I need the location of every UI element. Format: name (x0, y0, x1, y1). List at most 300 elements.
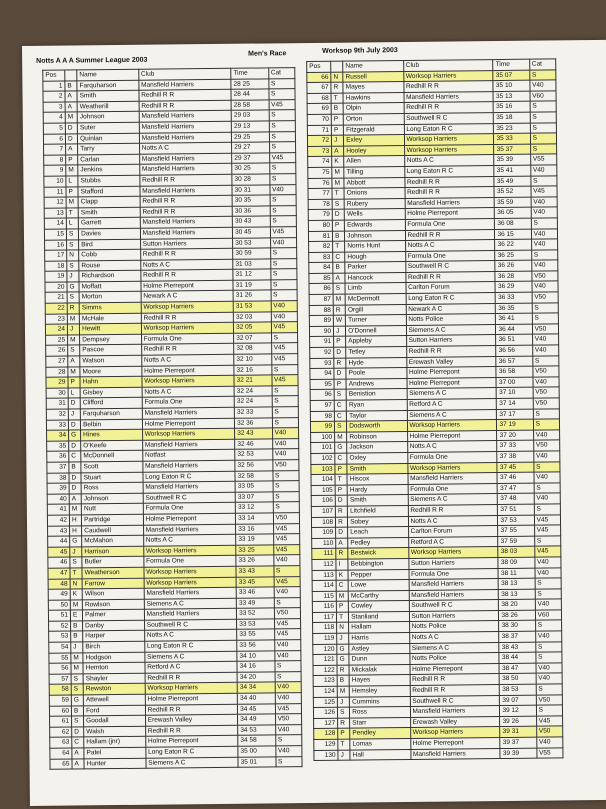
name-cell: Dunn (349, 654, 409, 665)
time-cell: 30 45 (233, 227, 271, 238)
club-cell: Holme Pierrepont (141, 280, 234, 292)
name-cell: Leach (348, 527, 408, 538)
name-cell: Johnson (81, 493, 143, 504)
club-cell: Sutton Harriers (406, 335, 496, 347)
name-cell: Butler (82, 557, 144, 568)
time-cell: 33 56 (237, 640, 275, 651)
category-cell: S (535, 578, 561, 589)
club-cell: Redhill R R (403, 81, 493, 93)
time-cell: 31 03 (233, 259, 271, 270)
category-cell: V45 (273, 523, 300, 534)
position-cell: 52 (49, 621, 71, 632)
category-cell: V45 (270, 227, 297, 238)
initial-cell: M (67, 314, 79, 325)
position-cell: 69 (307, 104, 331, 115)
club-cell: Mansfield Harriers (408, 473, 498, 485)
initial-cell: R (338, 718, 350, 729)
club-cell: Redhill R R (140, 206, 233, 218)
initial-cell: J (70, 547, 82, 558)
position-cell: 25 (46, 335, 68, 346)
position-cell: 82 (309, 241, 333, 252)
category-cell: S (269, 131, 296, 142)
name-cell: Davies (79, 228, 141, 239)
club-cell: Notts A C (405, 240, 495, 252)
time-cell: 29 25 (232, 131, 270, 142)
position-cell: 120 (313, 644, 337, 655)
name-cell: Limb (345, 283, 405, 294)
initial-cell: S (67, 239, 79, 250)
name-cell: Stubbs (78, 175, 140, 186)
initial-cell: T (332, 188, 344, 199)
position-cell: 16 (45, 240, 67, 251)
position-cell: 107 (311, 506, 335, 517)
initial-cell: M (66, 197, 78, 208)
position-cell: 87 (309, 294, 333, 305)
initial-cell: M (70, 600, 82, 611)
name-cell: Rouse (79, 260, 141, 271)
initial-cell: B (71, 631, 83, 642)
time-cell: 33 53 (237, 619, 275, 630)
name-cell: Dodsworth (347, 421, 407, 432)
club-cell: Erewash Valley (145, 714, 238, 726)
category-cell: V40 (531, 207, 557, 218)
category-cell: V50 (272, 460, 299, 471)
time-cell: 35 41 (494, 165, 530, 176)
category-cell: V50 (532, 292, 558, 303)
name-cell: Hodgson (83, 652, 145, 663)
name-cell: Smith (347, 495, 407, 506)
club-cell: Mansfield Harriers (143, 481, 236, 493)
category-cell: V55 (537, 747, 563, 758)
time-cell: 28 58 (231, 100, 269, 111)
club-cell: Mansfield Harriers (405, 197, 495, 209)
time-cell: 34 34 (237, 682, 275, 693)
category-cell: V40 (270, 237, 297, 248)
club-cell: Long Eaton R C (404, 123, 494, 135)
club-cell: Worksop Harriers (144, 566, 237, 578)
time-cell: 30 43 (232, 216, 270, 227)
initial-cell: G (69, 430, 81, 441)
position-cell: 38 (47, 473, 69, 484)
initial-cell: K (332, 156, 344, 167)
time-cell: 32 46 (235, 439, 273, 450)
header-name: Name (77, 69, 139, 80)
initial-cell: L (66, 218, 78, 229)
initial-cell: S (68, 345, 80, 356)
position-cell: 45 (48, 547, 70, 558)
time-cell: 37 20 (497, 430, 533, 441)
club-cell: Formula One (141, 333, 234, 345)
initial-cell: H (69, 515, 81, 526)
time-cell: 38 09 (498, 557, 534, 568)
time-cell: 36 29 (495, 282, 531, 293)
position-cell: 32 (46, 409, 68, 420)
name-cell: O'Keefe (81, 440, 143, 451)
club-cell: Notts Police (409, 621, 499, 633)
category-cell: S (274, 597, 301, 608)
time-cell: 39 07 (500, 695, 536, 706)
position-cell: 19 (45, 271, 67, 282)
position-cell: 35 (47, 441, 69, 452)
position-cell: 75 (308, 167, 332, 178)
name-cell: Birch (83, 641, 145, 652)
name-cell: Orton (343, 113, 403, 124)
initial-cell: D (69, 441, 81, 452)
position-cell: 40 (47, 494, 69, 505)
time-cell: 38 30 (499, 621, 535, 632)
name-cell: Smith (77, 90, 139, 101)
category-cell: V40 (534, 472, 560, 483)
time-cell: 28 25 (231, 79, 269, 90)
club-cell: Holme Pierrepont (143, 513, 236, 525)
category-cell: V40 (273, 555, 300, 566)
club-cell: Mansfield Harriers (410, 748, 500, 760)
name-cell: Hines (81, 429, 143, 440)
club-cell: Formula One (144, 556, 237, 568)
position-cell: 122 (313, 665, 337, 676)
time-cell: 35 52 (494, 186, 530, 197)
position-cell: 31 (46, 398, 68, 409)
time-cell: 36 28 (495, 271, 531, 282)
club-cell: Holme Pierrepont (410, 663, 500, 675)
position-cell: 73 (308, 146, 332, 157)
position-cell: 81 (308, 231, 332, 242)
club-cell: Mansfield Harriers (139, 164, 232, 176)
category-cell: V40 (535, 557, 561, 568)
club-cell: Carlton Forum (406, 282, 496, 294)
time-cell: 37 59 (498, 536, 534, 547)
time-cell: 36 57 (496, 356, 532, 367)
club-cell: Holme Pierrepont (410, 738, 500, 750)
time-cell: 38 11 (498, 568, 534, 579)
name-cell: Gisbey (80, 387, 142, 398)
initial-cell: T (337, 612, 349, 623)
club-cell: Mansfield Harriers (139, 111, 232, 123)
time-cell: 32 53 (235, 449, 273, 460)
time-cell: 36 35 (496, 303, 532, 314)
category-cell: V40 (274, 640, 301, 651)
time-cell: 38 26 (499, 610, 535, 621)
category-cell: V40 (532, 334, 558, 345)
time-cell: 34 40 (237, 693, 275, 704)
initial-cell: M (66, 165, 78, 176)
time-cell: 33 12 (235, 502, 273, 513)
club-cell: Worksop Harriers (145, 683, 238, 695)
time-cell: 37 45 (497, 462, 533, 473)
venue-date: Worksop 9th July 2003 (322, 47, 398, 55)
initial-cell: M (71, 663, 83, 674)
initial-cell: C (335, 453, 347, 464)
name-cell: Edwards (345, 219, 405, 230)
category-cell: V40 (536, 663, 562, 674)
time-cell: 36 22 (495, 239, 531, 250)
position-cell: 46 (48, 557, 70, 568)
club-cell: Redhill R R (139, 90, 232, 102)
category-cell: V45 (271, 343, 298, 354)
category-cell: S (269, 174, 296, 185)
category-cell: S (273, 566, 300, 577)
category-cell: V45 (536, 716, 562, 727)
name-cell: Olpin (343, 103, 403, 114)
name-cell: Danby (83, 620, 145, 631)
initial-cell: S (334, 390, 346, 401)
initial-cell: A (333, 273, 345, 284)
category-cell: V45 (275, 703, 302, 714)
name-cell: Hawkins (343, 92, 403, 103)
category-cell: V50 (533, 387, 559, 398)
time-cell: 34 58 (238, 735, 276, 746)
category-cell: S (273, 502, 300, 513)
time-cell: 36 08 (495, 218, 531, 229)
club-cell: Mansfield Harriers (140, 217, 233, 229)
club-cell: Siemens A C (407, 409, 497, 421)
position-cell: 13 (44, 208, 66, 219)
category-cell: V40 (275, 682, 302, 693)
time-cell: 38 37 (499, 631, 535, 642)
club-cell: Mansfield Harriers (144, 587, 237, 599)
position-cell: 34 (47, 430, 69, 441)
time-cell: 32 08 (234, 343, 272, 354)
name-cell: Rubery (344, 198, 404, 209)
position-cell: 105 (311, 485, 335, 496)
name-cell: Lomas (350, 738, 410, 749)
time-cell: 30 31 (232, 184, 270, 195)
category-cell: S (272, 385, 299, 396)
initial-cell: P (336, 601, 348, 612)
time-cell: 31 53 (233, 301, 271, 312)
category-cell: S (533, 408, 559, 419)
name-cell: Hemton (83, 662, 145, 673)
category-cell: V40 (536, 737, 562, 748)
category-cell: V40 (271, 311, 298, 322)
category-cell: S (274, 661, 301, 672)
initial-cell: S (67, 261, 79, 272)
position-cell: 30 (46, 388, 68, 399)
time-cell: 38 47 (499, 663, 535, 674)
club-cell: Redhill R R (141, 270, 234, 282)
category-cell: V50 (274, 608, 301, 619)
name-cell: Starr (350, 717, 410, 728)
time-cell: 35 01 (238, 756, 276, 767)
name-cell: Russell (343, 71, 403, 82)
category-cell: V40 (271, 301, 298, 312)
header-cat: Cat (268, 68, 295, 79)
header-time: Time (231, 68, 269, 79)
category-cell: V40 (531, 260, 557, 271)
name-cell: Rowlson (82, 599, 144, 610)
name-cell: Watson (80, 355, 142, 366)
name-cell: Ryan (346, 399, 406, 410)
category-cell: V40 (275, 746, 302, 757)
time-cell: 32 16 (234, 365, 272, 376)
initial-cell: A (65, 102, 77, 113)
time-cell: 32 24 (234, 396, 272, 407)
name-cell: Walsh (84, 726, 146, 737)
position-cell: 56 (49, 663, 71, 674)
club-cell: Southwell R C (144, 619, 237, 631)
club-cell: Long Eaton R C (146, 746, 239, 758)
position-cell: 129 (314, 739, 338, 750)
category-cell: V50 (275, 714, 302, 725)
initial-cell: R (336, 517, 348, 528)
name-cell: Moore (80, 366, 142, 377)
time-cell: 38 13 (499, 578, 535, 589)
position-cell: 114 (312, 580, 336, 591)
position-cell: 9 (44, 165, 66, 176)
category-cell: V60 (530, 91, 556, 102)
time-cell: 37 55 (498, 525, 534, 536)
results-table-left (42, 67, 302, 770)
initial-cell: G (337, 644, 349, 655)
initial-cell: P (335, 485, 347, 496)
time-cell: 33 25 (236, 545, 274, 556)
category-cell: S (275, 756, 302, 767)
position-cell: 42 (47, 515, 69, 526)
time-cell: 32 56 (235, 460, 273, 471)
position-cell: 6 (43, 134, 65, 145)
club-cell: Southwell R C (143, 492, 236, 504)
name-cell: Weatherson (82, 567, 144, 578)
club-cell: Long Eaton R C (143, 471, 236, 483)
initial-cell: S (71, 674, 83, 685)
club-cell: Newark A C (141, 291, 234, 303)
name-cell: Bebbington (348, 558, 408, 569)
name-cell: O'Donnell (346, 325, 406, 336)
name-cell: Hough (345, 251, 405, 262)
club-cell: Notts A C (140, 259, 233, 271)
club-cell: Redhill R R (405, 187, 495, 199)
category-cell: S (530, 122, 556, 133)
club-cell: Notts A C (144, 630, 237, 642)
initial-cell: D (334, 368, 346, 379)
time-cell: 35 49 (494, 176, 530, 187)
category-cell: S (268, 78, 295, 89)
club-cell: Notts A C (407, 441, 497, 453)
initial-cell: D (332, 209, 344, 220)
initial-cell: P (338, 729, 350, 740)
category-cell: V45 (274, 629, 301, 640)
initial-cell: N (67, 250, 79, 261)
initial-cell: J (68, 409, 80, 420)
position-cell: 47 (48, 568, 70, 579)
category-cell: V40 (532, 281, 558, 292)
position-cell: 29 (46, 377, 68, 388)
name-cell: Caudwell (82, 525, 144, 536)
name-cell: Cobb (79, 249, 141, 260)
position-cell: 89 (309, 316, 333, 327)
initial-cell: M (71, 653, 83, 664)
initial-cell: W (333, 315, 345, 326)
name-cell: Attewell (83, 694, 145, 705)
name-cell: Hiscox (347, 474, 407, 485)
category-cell: S (270, 205, 297, 216)
position-cell: 7 (44, 144, 66, 155)
name-cell: Jenkins (78, 165, 140, 176)
club-cell: Notts A C (141, 354, 234, 366)
initial-cell: P (334, 337, 346, 348)
club-cell: Mansfield Harriers (139, 121, 232, 133)
position-cell: 50 (48, 600, 70, 611)
position-cell: 72 (307, 135, 331, 146)
time-cell: 33 05 (235, 481, 273, 492)
category-cell: V45 (273, 534, 300, 545)
position-cell: 78 (308, 199, 332, 210)
position-cell: 18 (45, 261, 67, 272)
initial-cell: P (66, 186, 78, 197)
name-cell: Johnson (345, 230, 405, 241)
position-cell: 3 (43, 102, 65, 113)
club-cell: Holme Pierrepont (142, 418, 235, 430)
position-cell: 64 (50, 748, 72, 759)
table-row (50, 756, 302, 769)
club-cell: Erewash Valley (410, 716, 500, 728)
name-cell: McCarthy (348, 590, 408, 601)
name-cell: Mayes (343, 82, 403, 93)
position-cell: 79 (308, 210, 332, 221)
club-cell: Worksop Harriers (142, 428, 235, 440)
category-cell: V40 (533, 377, 559, 388)
name-cell: Fitzgerald (344, 124, 404, 135)
time-cell: 37 10 (497, 388, 533, 399)
position-cell: 41 (47, 504, 69, 515)
time-cell: 39 37 (500, 737, 536, 748)
club-cell: Mansfield Harriers (139, 153, 232, 165)
category-cell: V40 (535, 631, 561, 642)
initial-cell: L (66, 176, 78, 187)
club-cell: Retford A C (408, 536, 498, 548)
time-cell: 37 33 (497, 441, 533, 452)
initial-cell: M (68, 335, 80, 346)
name-cell: Clifford (80, 398, 142, 409)
club-cell: Worksop Harriers (407, 420, 497, 432)
position-cell: 77 (308, 188, 332, 199)
name-cell: Dempsey (80, 334, 142, 345)
name-cell: McDonnell (81, 451, 143, 462)
category-cell: S (534, 461, 560, 472)
initial-cell: M (336, 591, 348, 602)
initial-cell: I (336, 559, 348, 570)
initial-cell: M (68, 367, 80, 378)
position-cell: 99 (310, 421, 334, 432)
position-cell: 17 (45, 250, 67, 261)
initial-cell: D (65, 133, 77, 144)
position-cell: 86 (309, 284, 333, 295)
category-cell: S (536, 652, 562, 663)
club-cell: Holme Pierrepont (407, 377, 497, 389)
position-cell: 106 (311, 496, 335, 507)
time-cell: 36 26 (495, 260, 531, 271)
club-cell: Formula One (142, 397, 235, 409)
category-cell: S (272, 396, 299, 407)
position-cell: 102 (311, 453, 335, 464)
position-cell: 54 (49, 642, 71, 653)
initial-cell: K (70, 589, 82, 600)
time-cell: 39 31 (500, 727, 536, 738)
category-cell: S (531, 218, 557, 229)
category-cell: S (530, 133, 556, 144)
club-cell: Formula One (409, 568, 499, 580)
name-cell: Tilling (344, 166, 404, 177)
category-cell: S (271, 290, 298, 301)
club-cell: Worksop Harriers (404, 144, 494, 156)
initial-cell: R (337, 665, 349, 676)
time-cell: 36 51 (496, 335, 532, 346)
initial-cell: N (337, 623, 349, 634)
club-cell: Carlton Forum (408, 526, 498, 538)
position-cell: 26 (46, 345, 68, 356)
category-cell: S (269, 110, 296, 121)
category-cell: S (533, 419, 559, 430)
